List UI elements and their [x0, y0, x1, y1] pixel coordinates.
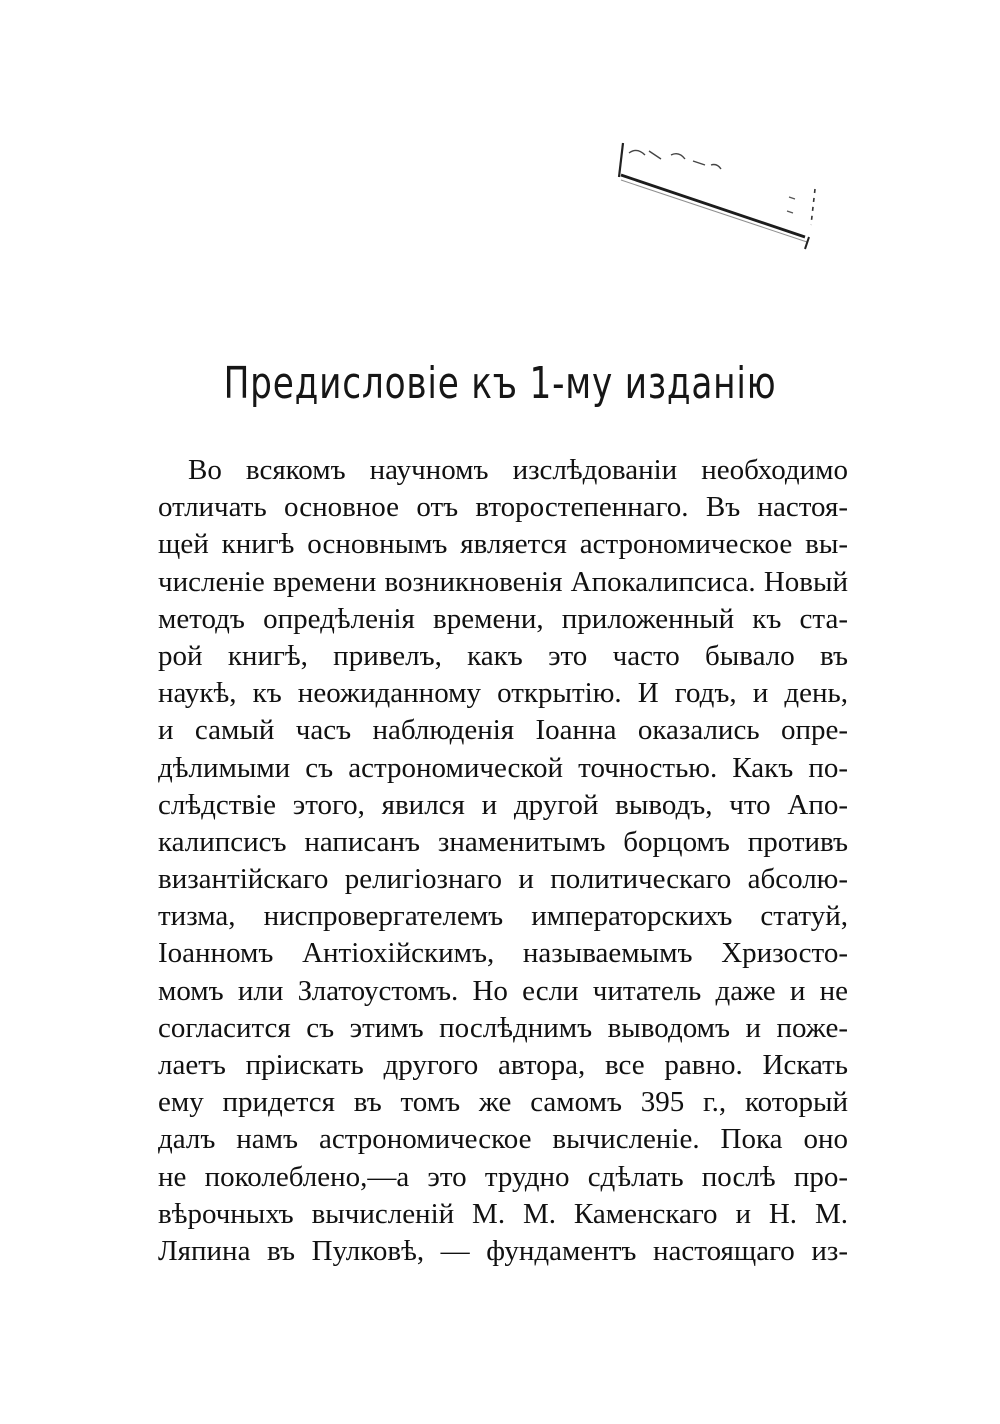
- text-line: отличать основное отъ второстепеннаго. Въ настоя-: [158, 491, 848, 524]
- text-line: методъ опредѣленія времени, приложенный къ ста-: [158, 602, 848, 635]
- text-line: наукѣ, къ неожиданному открытію. И годъ, и день,: [158, 677, 848, 710]
- text-line: не поколеблено,—а это трудно сдѣлать послѣ про-: [158, 1160, 848, 1193]
- text-line: Во всякомъ научномъ изслѣдованіи необходимо: [188, 454, 848, 486]
- text-line: византійскаго религіознаго и политическаго абсолю-: [158, 863, 848, 896]
- text-line: численіе времени возникновенія Апокалипсиса. Новый: [158, 565, 848, 598]
- text-line: рой книгѣ, привелъ, какъ это часто бывало въ: [158, 639, 848, 672]
- text-line: дѣлимыми съ астрономической точностью. Какъ по-: [158, 751, 848, 784]
- page-title: Предисловіе къ 1-му изданію: [223, 358, 777, 409]
- text-line: тизма, ниспровергателемъ императорскихъ статуй,: [158, 900, 848, 933]
- text-line: Ляпина въ Пулковѣ, — фундаментъ настоящаго из-: [158, 1234, 848, 1267]
- text-line: щей книгѣ основнымъ является астрономическое вы-: [158, 528, 848, 561]
- text-line: слѣдствіе этого, явился и другой выводъ, что Апо-: [158, 788, 848, 821]
- preface-paragraph: [158, 452, 848, 1270]
- text-line: и самый часъ наблюденія Іоанна оказались опре-: [158, 714, 848, 747]
- text-line: вѣрочныхъ вычисленій М. М. Каменскаго и Н. М.: [158, 1197, 848, 1230]
- text-line: согласится съ этимъ послѣднимъ выводомъ и поже-: [158, 1011, 848, 1044]
- text-line: момъ или Златоустомъ. Но если читатель даже и не: [158, 974, 848, 1007]
- text-line: калипсисъ написанъ знаменитымъ борцомъ противъ: [158, 825, 848, 858]
- text-line: Іоанномъ Антіохійскимъ, называемымъ Хризосто-: [158, 937, 848, 970]
- text-line: ему придется въ томъ же самомъ 395 г., который: [158, 1086, 848, 1119]
- library-stamp-mark: [615, 125, 840, 250]
- text-line: лаетъ пріискать другого автора, все равно. Искать: [158, 1049, 848, 1081]
- text-line: далъ намъ астрономическое вычисленіе. Пока оно: [158, 1123, 848, 1156]
